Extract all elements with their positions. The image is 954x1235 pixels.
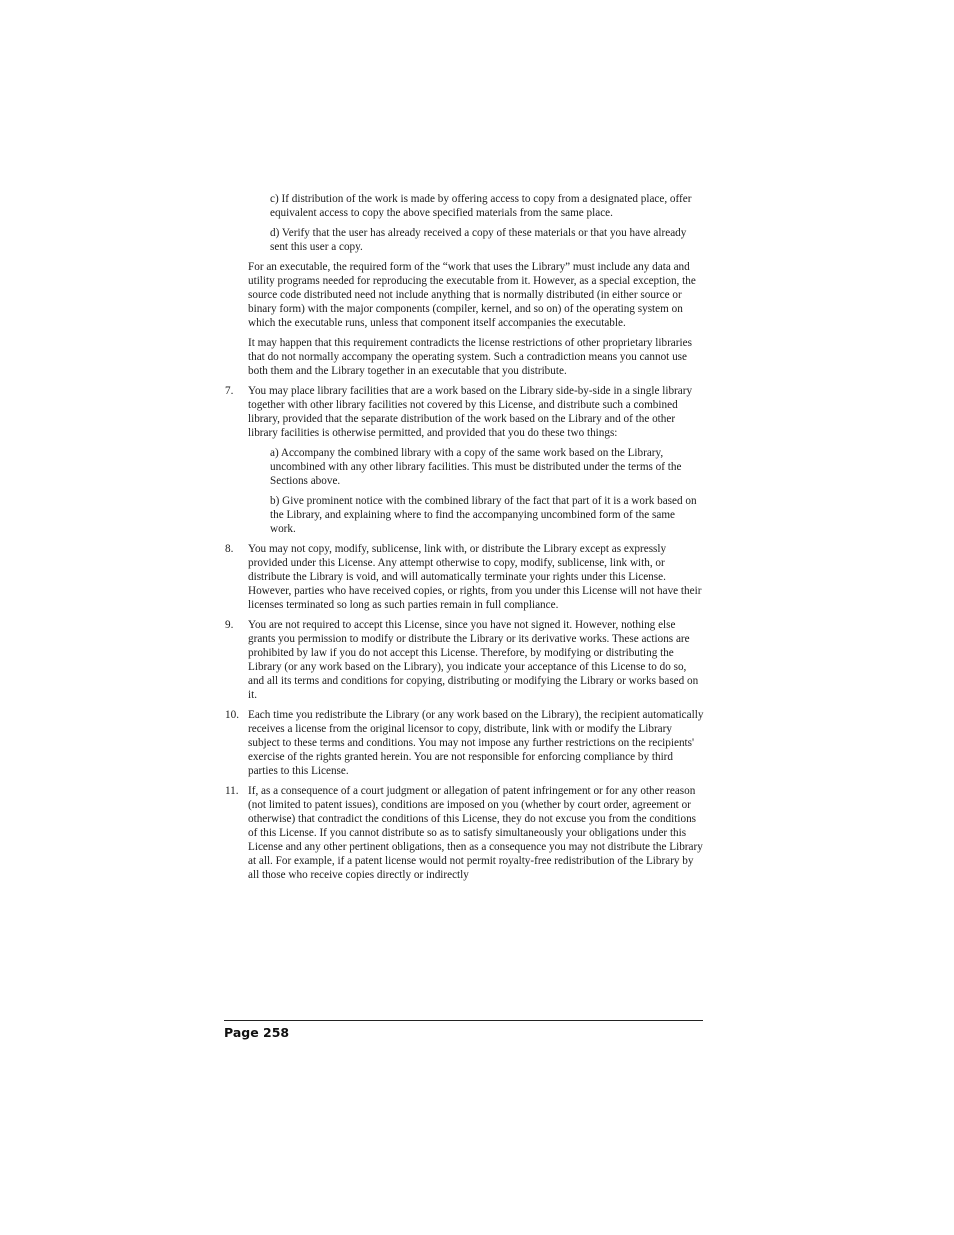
paragraph-executable-form: For an executable, the required form of the “work that uses the Library” must include any data and utility programs needed for reproducing the executable from it. However, as a special exception, the source code distributed need not include anything that is normally distributed (in either source or binary form) with the major components (compiler, kernel, and so on) of the operating system on which the executable runs, unless that component itself accompanies the executable.	[248, 261, 696, 329]
subclause-a: a) Accompany the combined library with a copy of the same work based on the Library, uncombined with any other library facilities. This must be distributed under the terms of the Sections above.	[270, 447, 682, 487]
clause-text: You may not copy, modify, sublicense, link with, or distribute the Library except as expressly provided under this License. Any attempt otherwise to copy, modify, sublicense, link with, or distribute the Library is void, and will automatically terminate your rights under this License. However, parties who have received copies, or rights, from you under this License will not have their licenses terminated so long as such parties remain in full compliance.	[248, 543, 702, 611]
clause-text: You are not required to accept this License, since you have not signed it. However, nothing else grants you permission to modify or distribute the Library or its derivative works. These actions are prohibited by law if you do not accept this License. Therefore, by modifying or distributing the Library (or any work based on the Library), you indicate your acceptance of this License to do so, and all its terms and conditions for copying, distributing or modifying the Library or works based on it.	[248, 619, 699, 701]
clause-number: 11.	[225, 785, 239, 797]
paragraph-requirement-contradiction: It may happen that this requirement contradicts the license restrictions of other proprietary libraries that do not normally accompany the operating system. Such a contradiction means you cannot use both them and the Library together in an executable that you distribute.	[248, 337, 692, 377]
clause-number: 10.	[225, 709, 239, 721]
subclause-b: b) Give prominent notice with the combined library of the fact that part of it is a work based on the Library, and explaining where to find the accompanying uncombined form of the same work.	[270, 495, 697, 535]
footer-divider	[224, 1020, 703, 1021]
clause-text: Each time you redistribute the Library (or any work based on the Library), the recipient automatically receives a license from the original licensor to copy, distribute, link with or modify the Library subject to these terms and conditions. You may not impose any further restrictions on the recipients' exercise of the rights granted herein. You are not responsible for enforcing compliance by third parties to this License.	[248, 709, 704, 777]
clause-10	[225, 708, 705, 778]
clause-number: 9.	[225, 619, 234, 631]
clause-7	[225, 384, 705, 440]
page-number: Page 258	[224, 1025, 290, 1040]
clause-11	[225, 784, 705, 882]
subclause-d: d) Verify that the user has already received a copy of these materials or that you have already sent this user a copy.	[270, 227, 687, 253]
clause-9	[225, 618, 705, 702]
clause-8	[225, 542, 705, 612]
clause-number: 7.	[225, 385, 234, 397]
clause-text: If, as a consequence of a court judgment or allegation of patent infringement or for any other reason (not limited to patent issues), conditions are imposed on you (whether by court order, agreement or otherwise) that contradict the conditions of this License, they do not excuse you from the conditions of this License. If you cannot distribute so as to satisfy simultaneously your obligations under this License and any other pertinent obligations, then as a consequence you may not distribute the Library at all. For example, if a patent license would not permit royalty-free redistribution of the Library by all those who receive copies directly or indirectly	[248, 785, 703, 881]
subclause-c: c) If distribution of the work is made by offering access to copy from a designated place, offer equivalent access to copy the above specified materials from the same place.	[270, 193, 692, 219]
page-body	[225, 192, 705, 888]
clause-text: You may place library facilities that are a work based on the Library side-by-side in a single library together with other library facilities not covered by this License, and distribute such a combined library, provided that the separate distribution of the work based on the Library and of the other library facilities is otherwise permitted, and provided that you do these two things:	[248, 385, 693, 439]
clause-number: 8.	[225, 543, 234, 555]
